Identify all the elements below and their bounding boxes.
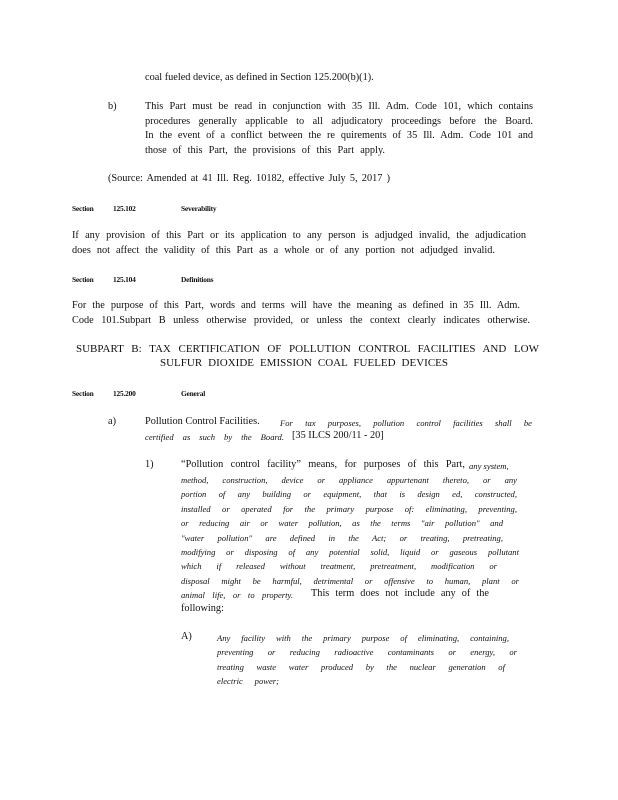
item-A-line-4: electric power; bbox=[217, 676, 279, 687]
definitions-line-1: For the purpose of this Part, words and terms will have the meaning as defined in 35 Ill. Adm. bbox=[72, 300, 520, 311]
definitions-line-2: Code 101.Subpart B unless otherwise provided, or unless the context clearly indicates otherwise. bbox=[72, 314, 530, 326]
item-a-label: a) bbox=[108, 416, 116, 427]
item-b-label: b) bbox=[108, 101, 117, 112]
item-1-line-11: following: bbox=[181, 602, 224, 614]
section-label: Section bbox=[72, 389, 94, 398]
section-number: 125.104 bbox=[113, 275, 136, 284]
item-A-label: A) bbox=[181, 631, 192, 642]
item-a-italic-line-1: For tax purposes, pollution control facilities shall be bbox=[280, 418, 532, 428]
item-A-line-1: Any facility with the primary purpose of eliminating, containing, bbox=[217, 633, 509, 643]
statute-citation: [35 ILCS 200/11 - 20] bbox=[292, 430, 384, 441]
subpart-heading-line-1: SUBPART B: TAX CERTIFICATION OF POLLUTION CONTROL FACILITIES AND LOW bbox=[76, 343, 539, 355]
item-b-line-4: those of this Part, the provisions of this Part apply. bbox=[145, 144, 385, 156]
section-label: Section bbox=[72, 204, 94, 213]
item-1-line-10: This term does not include any of the bbox=[311, 588, 489, 599]
item-1-line-7: modifying or disposing of any potential solid, liquid or gaseous pollutant bbox=[181, 547, 519, 557]
item-1-line-3: portion of any building or equipment, that is design ed, constructed, bbox=[181, 489, 517, 500]
subpart-heading-line-2: SULFUR DIOXIDE EMISSION COAL FUELED DEVICES bbox=[160, 357, 448, 369]
item-A-line-2: preventing or reducing radioactive contaminants or energy, or bbox=[217, 647, 517, 658]
section-number: 125.200 bbox=[113, 389, 136, 398]
item-b-line-2: procedures generally applicable to all adjudicatory proceedings before the Board. bbox=[145, 115, 533, 127]
item-1-label: 1) bbox=[145, 459, 154, 470]
section-number: 125.102 bbox=[113, 204, 136, 213]
section-title: Definitions bbox=[181, 275, 214, 284]
section-title: General bbox=[181, 389, 206, 398]
item-1-lead: “Pollution control facility” means, for purposes of this Part, bbox=[181, 459, 465, 470]
item-1-line-6: "water pollution" are defined in the Act; or treating, pretreating, bbox=[181, 532, 503, 543]
item-1-lead-italic: any system, bbox=[469, 461, 509, 471]
item-1-line-5: or reducing air or water pollution, as the terms "air pollution" and bbox=[181, 518, 503, 529]
item-1-line-2: method, construction, device or appliance appurtenant thereto, or any bbox=[181, 475, 517, 485]
item-1-line-9: disposal might be harmful, detrimental or offensive to human, plant or bbox=[181, 575, 519, 586]
item-A-line-3: treating waste water produced by the nuclear generation of bbox=[217, 661, 505, 672]
continued-line: coal fueled device, as defined in Section 125.200(b)(1). bbox=[145, 72, 374, 83]
section-title: Severability bbox=[181, 204, 217, 213]
item-1-line-8: which if released without treatment, pretreatment, modification or bbox=[181, 561, 497, 572]
severability-line-2: does not affect the validity of this Part as a whole or of any portion not adjudged invalid. bbox=[72, 244, 495, 256]
item-a-italic-line-2: certified as such by the Board. bbox=[145, 432, 284, 442]
section-label: Section bbox=[72, 275, 94, 284]
source-note: (Source: Amended at 41 Ill. Reg. 10182, effective July 5, 2017 ) bbox=[108, 173, 390, 184]
item-a-heading: Pollution Control Facilities. bbox=[145, 416, 260, 427]
item-b-line-3: In the event of a conflict between the re quirements of 35 Ill. Adm. Code 101 and bbox=[145, 130, 533, 141]
item-1-line-4: installed or operated for the primary purpose of: eliminating, preventing, bbox=[181, 503, 517, 514]
item-1-line-10-italic: animal life, or to property. bbox=[181, 590, 293, 601]
item-b-line-1: This Part must be read in conjunction with 35 Ill. Adm. Code 101, which contains bbox=[145, 101, 533, 112]
severability-line-1: If any provision of this Part or its application to any person is adjudged invalid, the adjudication bbox=[72, 230, 526, 241]
